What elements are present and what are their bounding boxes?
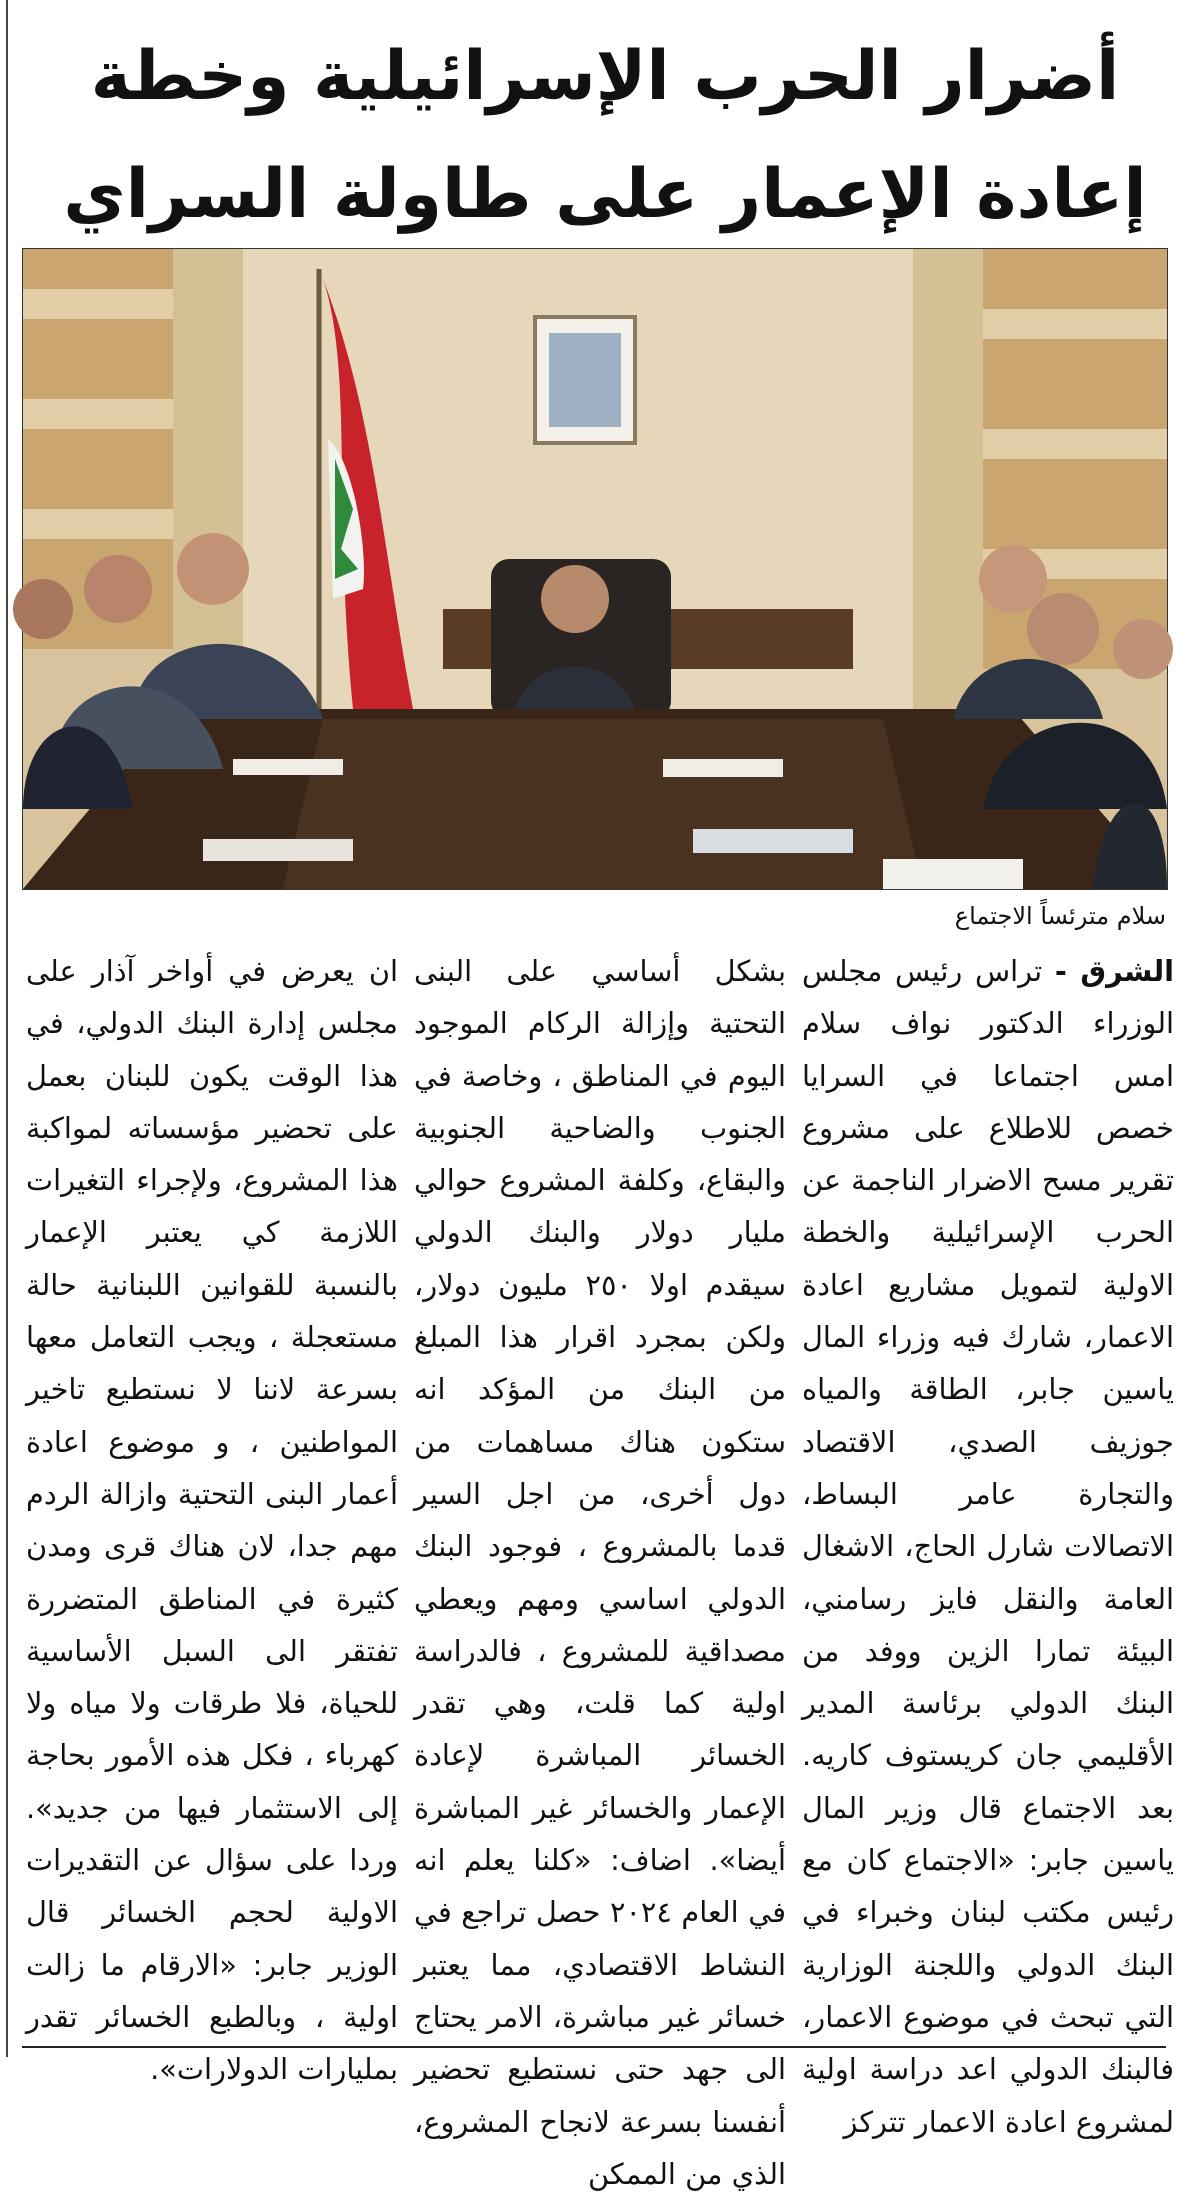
article-column-1-text: تراس رئيس مجلس الوزراء الدكتور نواف سلام امس اجتماعا في السرايا خصص للاطلاع على مشروع تقرير مسح الاضرار الناجمة عن الحرب الإسرائيلية والخطة الاولية لتمويل مشاريع اعادة الاعمار، شارك فيه وزراء المال ياسين جابر، الطاقة والمياه جوزيف الصدي، الاقتصاد والتجارة عامر البساط، الاتصالات شارل الحاج، الاشغال العامة والنقل فايز رسامني، البيئة تمارا الزين ووفد من البنك الدولي برئاسة المدير الأقليمي جان كريستوف كاريه. بعد الاجتماع قال وزير المال ياسين جابر: «الاجتماع كان مع رئيس مكتب لبنان وخبراء في البنك الدولي واللجنة الوزارية التي تبحث في موضوع الاعمار، فالبنك الدولي اعد دراسة اولية لمشروع اعادة الاعمار تتركز: [802, 954, 1174, 2139]
article-column-2: [414, 945, 786, 2191]
bottom-rule: [22, 2046, 1166, 2048]
headline-line-1: أضرار الحرب الإسرائيلية وخطة: [90, 37, 1120, 116]
article-column-3: [26, 945, 398, 2087]
headline: [40, 18, 1170, 254]
meeting-photo-illustration: [23, 249, 1167, 889]
article-column-1: [802, 945, 1175, 2139]
article-dateline: الشرق -: [1054, 954, 1175, 988]
article-column-2-text: بشكل أساسي على البنى التحتية وإزالة الركام الموجود اليوم في المناطق ، وخاصة في الجنوب والضاحية الجنوبية والبقاع، وكلفة المشروع حوالي مليار دولار والبنك الدولي سيقدم اولا ٢٥٠ مليون دولار، ولكن بمجرد اقرار هذا المبلغ من البنك من المؤكد انه ستكون هناك مساهمات من دول أخرى، من اجل السير قدما بالمشروع ، فوجود البنك الدولي اساسي ومهم ويعطي مصداقية للمشروع ، فالدراسة اولية كما قلت، وهي تقدر الخسائر المباشرة لإعادة الإعمار والخسائر غير المباشرة أيضا». اضاف: «كلنا يعلم انه في العام ٢٠٢٤ حصل تراجع في النشاط الاقتصادي، مما يعتبر خسائر غير مباشرة، الامر يحتاج الى جهد حتى نستطيع تحضير أنفسنا بسرعة لانجاح المشروع، الذي من الممكن: [414, 954, 786, 2191]
photo-caption: سلام مترئساً الاجتماع: [954, 902, 1166, 930]
headline-line-2: إعادة الإعمار على طاولة السراي: [63, 155, 1147, 234]
article-column-3-text: ان يعرض في أواخر آذار على مجلس إدارة البنك الدولي، في هذا الوقت يكون للبنان بعمل على تحضير مؤسساته لمواكبة هذا المشروع، ولإجراء التغيرات اللازمة كي يعتبر الإعمار بالنسبة للقوانين اللبنانية حالة مستعجلة ، ويجب التعامل معها بسرعة لاننا لا نستطيع تاخير المواطنين ، و موضوع اعادة أعمار البنى التحتية وازالة الردم مهم جدا، لان هناك قرى ومدن كثيرة في المناطق المتضررة تفتقر الى السبل الأساسية للحياة، فلا طرقات ولا مياه ولا كهرباء ، فكل هذه الأمور بحاجة إلى الاستثمار فيها من جديد». وردا على سؤال عن التقديرات الاولية لحجم الخسائر قال الوزير جابر: «الارقام ما زالت اولية ، وبالطبع الخسائر تقدر بمليارات الدولارات».: [26, 954, 398, 2087]
left-column-rule: [6, 0, 8, 2057]
meeting-photo: [22, 248, 1168, 890]
